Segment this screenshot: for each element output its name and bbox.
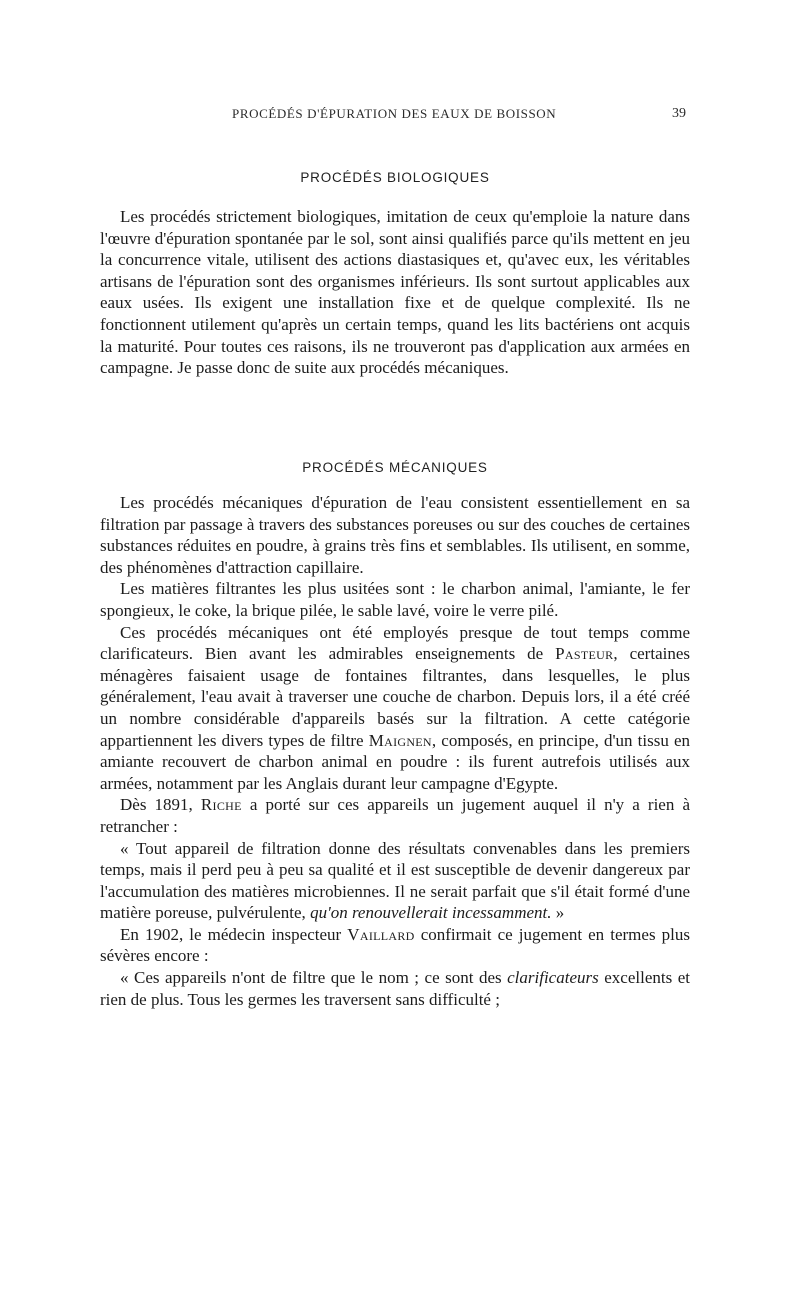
section-body-biologiques (100, 206, 690, 379)
running-header (100, 106, 690, 128)
section-heading-mecaniques: PROCÉDÉS MÉCANIQUES (302, 460, 488, 475)
paragraph: Les matières filtrantes les plus usitées sont : le charbon animal, l'amiante, le fer spongieux, le coke, la brique pilée, le sable lavé, voire le verre pilé. (100, 579, 690, 620)
italic-text: qu'on renouvellerait incessamment. (310, 903, 552, 923)
text-run: » (551, 903, 565, 923)
text-run: , certaines ménagères faisaient usage de fontaines filtrantes, dans lesquelles, le plus généralement, l'eau avait à traverser une couche de charbon. Depuis lors, il a été créé un nombre considérable d'appareils basés sur la filtration. A cette catégorie appartiennent les divers types de filtre (100, 644, 690, 750)
person-name: Maignen (368, 730, 432, 750)
text-run: « Ces appareils n'ont de filtre que le nom ; ce sont des (120, 968, 508, 988)
quote-paragraph (100, 838, 690, 924)
section-body-mecaniques (100, 492, 690, 1010)
text-run: En 1902, le médecin inspecteur (120, 924, 348, 944)
person-name: Vaillard (347, 924, 415, 944)
paragraph: Les procédés strictement biologiques, imitation de ceux qu'emploie la nature dans l'œuvre d'épuration spontanée par le sol, sont ainsi qualifiés parce qu'ils mettent en jeu la concurrence vitale, utilisent des actions diastasiques et, qu'avec eux, les véritables artisans de l'épuration sont des organismes inférieurs. Ils sont surtout applicables aux eaux usées. Ils exigent une installation fixe et de quelque complexité. Ils ne fonctionnent utilement qu'après un certain temps, quand les lits bactériens ont acquis la maturité. Pour toutes ces raisons, ils ne trouveront pas d'application aux armées en campagne. Je passe donc de suite aux procédés mécaniques. (100, 207, 690, 378)
person-name: Riche (200, 795, 242, 815)
paragraph (100, 622, 690, 795)
text-run: Ces procédés mécaniques ont été employés presque de tout temps comme clarificateurs. Bien avant les admirables enseignements de (100, 622, 690, 664)
italic-text: clarificateurs (507, 968, 599, 988)
quote-paragraph (100, 967, 690, 1010)
text-run: , composés, en principe, d'un tissu en amiante recouvert de charbon animal en poudre : ils furent autrefois utilisés aux armées, notamment par les Anglais durant leur campagne d'Egypte. (100, 730, 690, 793)
text-run: a porté sur ces appareils un jugement auquel il n'y a rien à retrancher : (100, 795, 690, 836)
person-name: Pasteur (555, 644, 614, 664)
section-heading-biologiques: PROCÉDÉS BIOLOGIQUES (300, 170, 490, 185)
text-run: confirmait ce jugement en termes plus sévères encore : (100, 924, 690, 966)
text-run: Dès 1891, (120, 795, 201, 815)
paragraph (100, 924, 690, 967)
text-run: excellents et rien de plus. Tous les germes les traversent sans difficulté ; (100, 968, 690, 1009)
paragraph (100, 794, 690, 837)
paragraph: Les procédés mécaniques d'épuration de l'eau consistent essentiellement en sa filtration par passage à travers des substances poreuses ou sur des couches de certaines substances réduites en poudre, à grains très fins et semblables. Ils utilisent, en somme, des phénomènes d'attraction capillaire. (100, 493, 690, 577)
running-title: PROCÉDÉS D'ÉPURATION DES EAUX DE BOISSON (232, 106, 557, 121)
text-run: « Tout appareil de filtration donne des résultats convenables dans les premiers temps, mais il perd peu à peu sa qualité et il est susceptible de devenir dangereux par l'accumulation des matières microbiennes. Il ne serait parfait que s'il était formé d'une matière poreuse, pulvérulente, (100, 838, 690, 923)
page-number: 39 (672, 106, 686, 121)
